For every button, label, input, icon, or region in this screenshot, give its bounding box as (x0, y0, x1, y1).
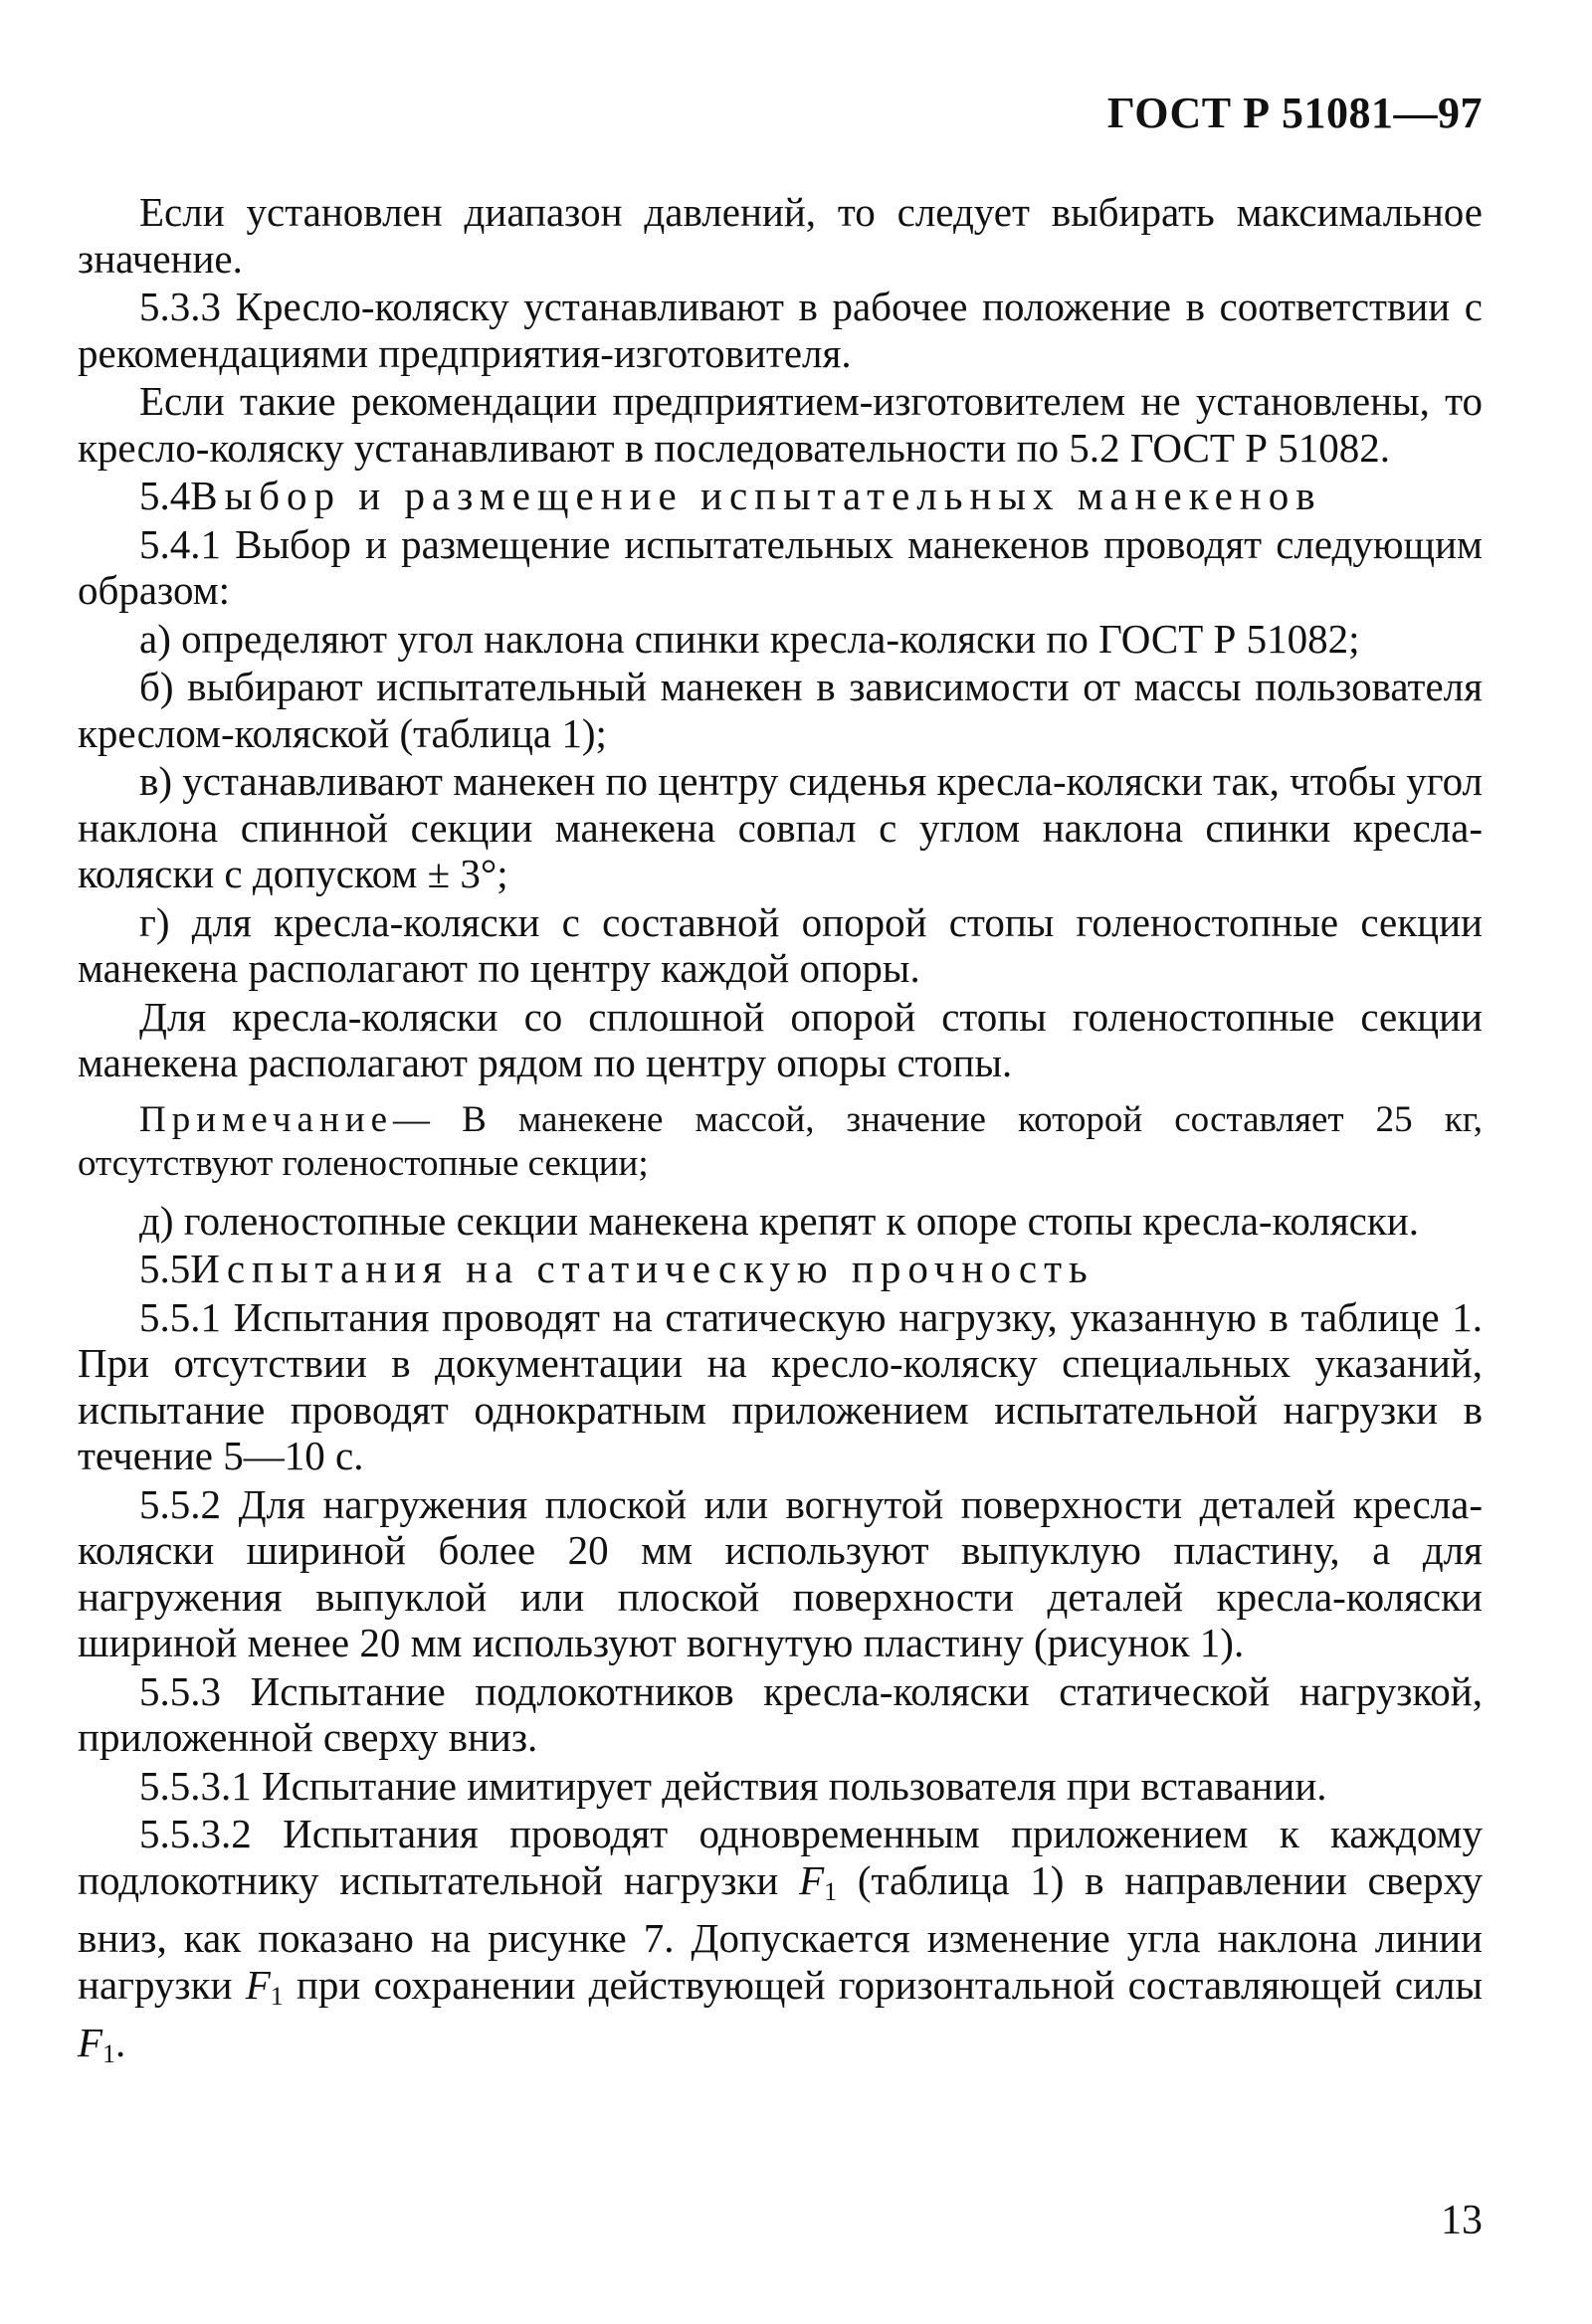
text-run: . (115, 2020, 126, 2065)
standard-header: ГОСТ Р 51081—97 (1106, 89, 1483, 137)
list-item-d: д) голеностопные секции манекена крепят к опоре стопы кресла-коляски. (139, 1197, 1419, 1244)
paragraph-5-5-3-2 (78, 1811, 1483, 2078)
note (78, 1098, 1483, 1186)
section-heading-5-5 (78, 1246, 1483, 1292)
section-title: Испытания на статическую прочность (190, 1246, 1094, 1291)
section-heading-5-4 (78, 473, 1483, 519)
list-item-b: б) выбирают испытательный манекен в зависимости от массы пользователя креслом-коляской (таблица 1); (78, 664, 1483, 756)
list-item-v: в) устанавливают манекен по центру сиденья кресла-коляски так, чтобы угол наклона спинной секции манекена совпал с углом наклона спинки кресла-коляски с допуском ± 3°; (78, 758, 1483, 896)
force-subscript: 1 (824, 1876, 838, 1906)
paragraph-5-5-3: 5.5.3 Испытание подлокотников кресла-коляски статической нагрузкой, приложенной сверху вниз. (78, 1667, 1483, 1760)
force-symbol: F (799, 1856, 825, 1903)
note-label: Примечание (139, 1098, 393, 1140)
force-symbol: F (245, 1961, 271, 2008)
paragraph-pressure-range: Если установлен диапазон давлений, то следует выбирать максимальное значение. (78, 189, 1483, 282)
paragraph-5-5-3-1: 5.5.3.1 Испытание имитирует действия пользователя при вставании. (139, 1762, 1327, 1809)
body-text (78, 189, 1483, 2080)
page-number: 13 (1441, 2198, 1483, 2243)
list-item-g: г) для кресла-коляски с составной опорой стопы голеностопные секции манекена располагают по центру каждой опоры. (78, 898, 1483, 991)
text-run: при сохранении действующей горизонтальной составляющей силы (283, 1961, 1483, 2008)
list-item-a: а) определяют угол наклона спинки кресла-коляски по ГОСТ Р 51082; (139, 615, 1360, 662)
paragraph-recommendations: Если такие рекомендации предприятием-изготовителем не установлены, то кресло-коляску устанавливают в последовательности по 5.2 ГОСТ Р 51082. (78, 378, 1483, 471)
text-run: (таблица 1) в направлении сверху вниз, как показано на рисунке 7. Допускается изменение угла наклона линии нагрузки (78, 1856, 1484, 2008)
force-subscript: 1 (270, 1981, 284, 2011)
section-title: Выбор и размещение испытательных манекенов (190, 473, 1322, 518)
paragraph-5-5-1: 5.5.1 Испытания проводят на статическую нагрузку, указанную в таблице 1. При отсутствии в документации на кресло-коляску специальных указаний, испытание проводят однократным приложением испытательной нагрузки в течение 5—10 с. (78, 1293, 1483, 1478)
force-subscript: 1 (102, 2039, 116, 2068)
paragraph-5-3-3: 5.3.3 Кресло-коляску устанавливают в рабочее положение в соответствии с рекомендациями предприятия-изготовителя. (78, 284, 1483, 376)
paragraph-solid-footrest: Для кресла-коляски со сплошной опорой стопы голеностопные секции манекена располагают рядом по центру опоры стопы. (78, 993, 1483, 1085)
section-number: 5.4 (139, 473, 191, 518)
force-symbol: F (78, 2020, 103, 2065)
paragraph-5-4-1: 5.4.1 Выбор и размещение испытательных манекенов проводят следующим образом: (78, 520, 1483, 613)
section-number: 5.5 (139, 1246, 191, 1291)
note-text: — В манекене массой, значение которой составляет 25 кг, отсутствуют голеностопные секции; (78, 1098, 1483, 1184)
paragraph-5-5-2: 5.5.2 Для нагружения плоской или вогнутой поверхности деталей кресла-коляски шириной более 20 мм используют выпуклую пластину, а для нагружения выпуклой или плоской поверхности деталей кресла-коляски шириной менее 20 мм используют вогнутую пластину (рисунок 1). (78, 1480, 1483, 1665)
text-run: 5.5.3.2 Испытания проводят одновременным приложением к каждому подлокотнику испытательной нагрузки (78, 1811, 1483, 1903)
